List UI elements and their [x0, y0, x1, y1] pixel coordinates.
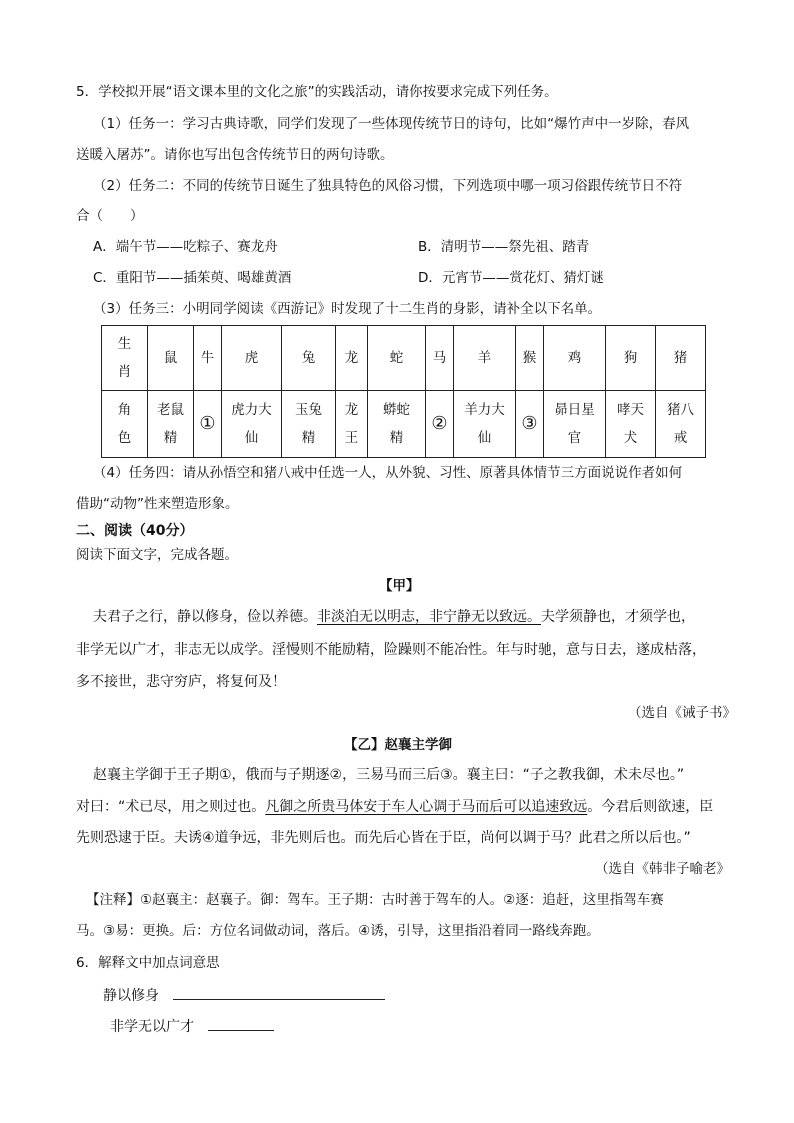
role-cell: 虎力大 仙 [222, 391, 282, 458]
notes-line2: 马。③易：更换。后：方位名词做动词，落后。④诱，引导，这里指沿着同一路线奔跑。 [76, 923, 600, 939]
answer-blank-1[interactable] [173, 985, 385, 1000]
q5-task4-line2: 借助“动物”性来塑造形象。 [76, 496, 239, 512]
role-cell: 昴日星 官 [544, 391, 606, 458]
passage-jia-line1: 夫君子之行，静以修身，俭以养德。非淡泊无以明志，非宁静无以致远。夫学须静也，才须学也， [93, 609, 695, 625]
passage-jia-line3: 多不接世，悲守穷庐，将复何及！ [76, 674, 286, 690]
option-b: B．清明节——祭先祖、踏青 [418, 239, 590, 255]
role-cell: 哮天 犬 [606, 391, 656, 458]
underlined-sentence: 非淡泊无以明志，非宁静无以致远。 [317, 609, 541, 625]
q5-task2-line1: （2）任务二：不同的传统节日诞生了独具特色的风俗习惯，下列选项中哪一项习俗跟传统节日不符 [93, 178, 683, 194]
zodiac-cell: 虎 [222, 326, 282, 391]
passage-jia-source: （选自《诫子书》 [628, 705, 736, 721]
q5-task4-line1: （4）任务四：请从孙悟空和猪八戒中任选一人，从外貌、习性、原著具体情节三方面说说作者如何 [93, 465, 683, 481]
role-cell: 羊力大 仙 [454, 391, 516, 458]
passage-yi-source: （选自《韩非子喻老》 [595, 861, 730, 877]
passage-jia-title: 【甲】 [379, 578, 420, 594]
q5-task2-line2: 合（ ） [76, 208, 144, 224]
q6-stem: 6．解释文中加点词意思 [76, 955, 220, 971]
role-blank-1[interactable]: ① [194, 391, 222, 458]
zodiac-cell: 蛇 [368, 326, 426, 391]
zodiac-cell: 猴 [516, 326, 544, 391]
zodiac-row-label: 生 肖 [102, 326, 148, 391]
role-row [102, 391, 706, 458]
passage-yi-title: 【乙】赵襄主学御 [344, 737, 452, 753]
option-a: A．端午节——吃粽子、赛龙舟 [93, 239, 278, 255]
zodiac-cell: 鼠 [148, 326, 194, 391]
role-cell: 龙 王 [336, 391, 368, 458]
q5-task1-line1: （1）任务一：学习古典诗歌，同学们发现了一些体现传统节日的诗句，比如“爆竹声中一岁除，春风 [93, 116, 690, 132]
passage-yi-line2: 对曰：“术已尽，用之则过也。凡御之所贵马体安于车人心调于马而后可以追速致远。今君后则欲速，臣 [76, 799, 714, 815]
passage-jia-line2: 非学无以广才，非志无以成学。淫慢则不能励精，险躁则不能冶性。年与时驰，意与日去，遂成枯落， [76, 642, 706, 658]
answer-blank-2[interactable] [208, 1016, 274, 1031]
q6-item-2: 非学无以广才 [110, 1016, 274, 1037]
option-d: D．元宵节——赏花灯、猜灯谜 [418, 270, 604, 286]
role-row-label: 角 色 [102, 391, 148, 458]
zodiac-cell: 马 [426, 326, 454, 391]
passage-yi-line1: 赵襄主学御于王子期①，俄而与子期逐②，三易马而三后③。襄主曰：“子之教我御，术未尽也。” [93, 767, 685, 783]
role-cell: 猪八 戒 [656, 391, 706, 458]
notes-line1: 【注释】①赵襄主：赵襄子。御：驾车。王子期：古时善于驾车的人。②逐：追赶，这里指驾车赛 [86, 892, 664, 908]
zodiac-cell: 羊 [454, 326, 516, 391]
role-cell: 玉兔 精 [282, 391, 336, 458]
passage-yi-line3: 先则恐逮于臣。夫诱④道争远，非先则后也。而先后心皆在于臣，尚何以调于马？此君之所以后也。” [76, 830, 691, 846]
underlined-sentence: 凡御之所贵马体安于车人心调于马而后可以追速致远 [265, 799, 588, 815]
zodiac-cell: 兔 [282, 326, 336, 391]
zodiac-cell: 龙 [336, 326, 368, 391]
zodiac-cell: 牛 [194, 326, 222, 391]
q5-task1-line2: 送暖入屠苏”。请你也写出包含传统节日的两句诗歌。 [76, 147, 394, 163]
role-blank-2[interactable]: ② [426, 391, 454, 458]
section-instruction: 阅读下面文字，完成各题。 [76, 547, 238, 563]
q5-stem: 5．学校拟开展“语文课本里的文化之旅”的实践活动，请你按要求完成下列任务。 [76, 84, 558, 100]
option-c: C．重阳节——插茱萸、喝雄黄酒 [93, 270, 292, 286]
role-blank-3[interactable]: ③ [516, 391, 544, 458]
role-cell: 老鼠 精 [148, 391, 194, 458]
role-cell: 蟒蛇 精 [368, 391, 426, 458]
zodiac-cell: 鸡 [544, 326, 606, 391]
zodiac-table [101, 325, 706, 458]
zodiac-cell: 猪 [656, 326, 706, 391]
section-heading: 二、阅读（40分） [76, 523, 194, 539]
q5-task3: （3）任务三：小明同学阅读《西游记》时发现了十二生肖的身影，请补全以下名单。 [93, 301, 602, 317]
zodiac-cell: 狗 [606, 326, 656, 391]
zodiac-row [102, 326, 706, 391]
q6-item-1: 静以修身 [103, 985, 385, 1006]
